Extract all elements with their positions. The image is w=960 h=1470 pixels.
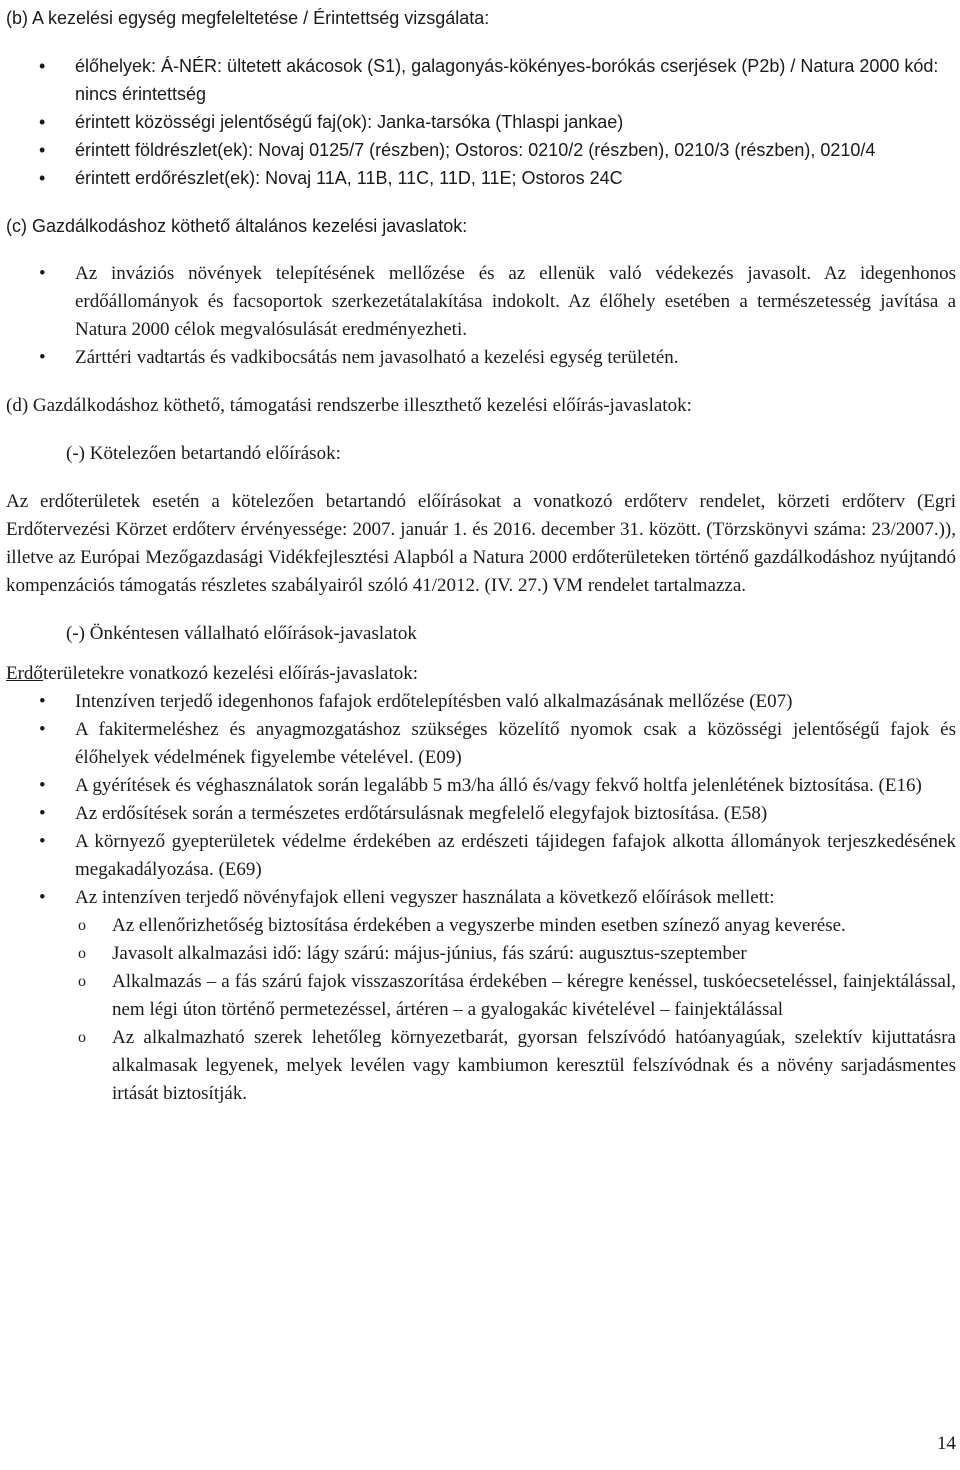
section-b-heading: (b) A kezelési egység megfeleltetése / Érintettség vizsgálata: bbox=[6, 8, 490, 28]
sub-list-item: o Az ellenőrizhetőség biztosítása érdekében a vegyszerbe minden esetben színező anyag keverése. bbox=[6, 912, 956, 940]
mandatory-text: Az erdőterületek esetén a kötelezően betartandó előírásokat a vonatkozó erdőterv rendelet, körzeti erdőterv (Egri Erdőtervezési Körzet erdőterv érvényessége: 2007. január 1. és 2016. december 31. között. (Törzskönyvi száma: 23/2007.)), illetve az Európai Mezőgazdasági Vidékfejlesztési Alapból a Natura 2000 erdőterületeken történő gazdálkodáshoz nyújtandó kompenzációs támogatás részletes szabályairól szóló 41/2012. (IV. 27.) VM rendelet tartalmazza. bbox=[6, 491, 956, 596]
list-item: • A gyérítések és véghasználatok során legalább 5 m3/ha álló és/vagy fekvő holtfa jelenlétének biztosítása. (E16) bbox=[6, 772, 956, 800]
list-item: • A környező gyepterületek védelme érdekében az erdészeti tájidegen fafajok alkotta állományok terjeszkedésének megakadályozása. (E69) bbox=[6, 828, 956, 884]
sub-list-item: o Alkalmazás – a fás szárú fajok visszaszorítása érdekében – kéregre kenéssel, tuskóecseteléssel, fainjektálással, nem légi úton történő permetezéssel, ártéren – a gyalogakác kivételével – fainjektálással bbox=[6, 968, 956, 1024]
chemical-use-sublist bbox=[6, 912, 956, 1108]
list-item: • Az intenzíven terjedő növényfajok elleni vegyszer használata a következő előírások mellett: bbox=[6, 884, 956, 912]
section-b-list bbox=[6, 52, 956, 192]
list-item: • érintett földrészlet(ek): Novaj 0125/7 (részben); Ostoros: 0210/2 (részben), 0210/3 (részben), 0210/4 bbox=[6, 136, 956, 164]
list-item: • Az erdősítések során a természetes erdőtársulásnak megfelelő elegyfajok biztosítása. (E58) bbox=[6, 800, 956, 828]
sub-list-item: o Javasolt alkalmazási idő: lágy szárú: május-június, fás szárú: augusztus-szeptember bbox=[6, 940, 956, 968]
list-item: • Az inváziós növények telepítésének mellőzése és az ellenük való védekezés javasolt. Az idegenhonos erdőállományok és facsoportok szerkezetátalakítása indokolt. Az élőhely esetében a természetesség javítása a Natura 2000 célok megvalósulását eredményezheti. bbox=[6, 260, 956, 344]
forest-heading-underlined: Erdő bbox=[6, 663, 43, 684]
page-number: 14 bbox=[937, 1433, 956, 1454]
list-item: • Intenzíven terjedő idegenhonos fafajok erdőtelepítésben való alkalmazásának mellőzése (E07) bbox=[6, 688, 956, 716]
forest-recommendations-list bbox=[6, 688, 956, 912]
document-page bbox=[6, 4, 956, 1108]
list-item: • Zárttéri vadtartás és vadkibocsátás nem javasolható a kezelési egység területén. bbox=[6, 344, 956, 372]
sub-list-item: o Az alkalmazható szerek lehetőleg környezetbarát, gyorsan felszívódó hatóanyagúak, szelektív kijuttatásra alkalmasak legyenek, melyek levélen vagy kambiumon keresztül felszívódnak és a növény sarjadásmentes irtását biztosítják. bbox=[6, 1024, 956, 1108]
forest-heading bbox=[6, 660, 956, 688]
list-item: • érintett erdőrészlet(ek): Novaj 11A, 11B, 11C, 11D, 11E; Ostoros 24C bbox=[6, 164, 956, 192]
list-item: • érintett közösségi jelentőségű faj(ok): Janka-tarsóka (Thlaspi jankae) bbox=[6, 108, 956, 136]
voluntary-heading: (-) Önkéntesen vállalható előírások-javaslatok bbox=[66, 623, 417, 644]
forest-heading-rest: területekre vonatkozó kezelési előírás-javaslatok: bbox=[42, 663, 419, 684]
list-item: • A fakitermeléshez és anyagmozgatáshoz szükséges közelítő nyomok csak a közösségi jelentőségű fajok és élőhelyek védelmének figyelembe vételével. (E09) bbox=[6, 716, 956, 772]
list-item: • élőhelyek: Á-NÉR: ültetett akácosok (S1), galagonyás-kökényes-borókás cserjések (P2b) / Natura 2000 kód: nincs érintettség bbox=[6, 52, 956, 108]
section-c-list bbox=[6, 260, 956, 372]
section-c-heading: (c) Gazdálkodáshoz köthető általános kezelési javaslatok: bbox=[6, 216, 468, 236]
mandatory-heading: (-) Kötelezően betartandó előírások: bbox=[66, 443, 341, 464]
section-d-heading: (d) Gazdálkodáshoz köthető, támogatási rendszerbe illeszthető kezelési előírás-javaslatok: bbox=[6, 395, 692, 416]
